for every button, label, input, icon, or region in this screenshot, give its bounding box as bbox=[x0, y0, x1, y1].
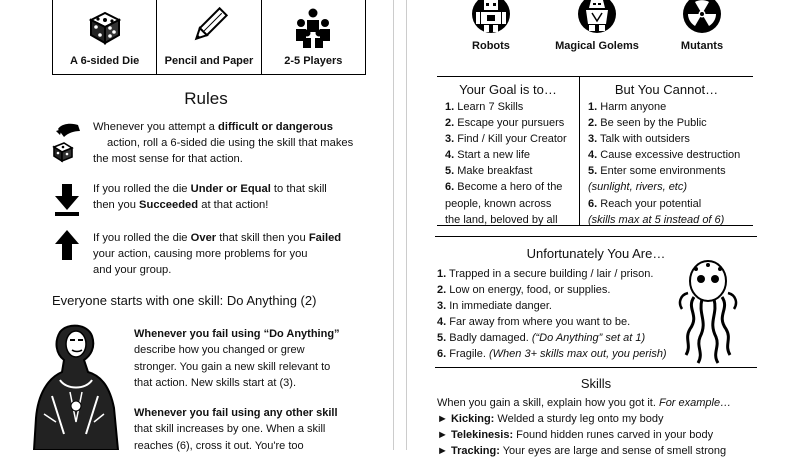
golem-icon bbox=[577, 0, 617, 34]
list-item: 2. Low on energy, food, or supplies. bbox=[437, 284, 611, 296]
rule-2-part: to that skill bbox=[270, 183, 327, 195]
archetype-label: Magical Golems bbox=[555, 40, 639, 52]
list-item: 3. Find / Kill your Creator bbox=[445, 133, 567, 146]
rule-3-part: that skill then you bbox=[216, 232, 309, 244]
list-item: 3. Talk with outsiders bbox=[588, 133, 690, 146]
rule-2-part: If you rolled the die bbox=[93, 183, 191, 195]
arrow-down-icon bbox=[55, 184, 79, 216]
skills-heading: Skills bbox=[580, 376, 612, 391]
rule-3-emphasis: Over bbox=[190, 232, 217, 244]
list-item: 4. Far away from where you want to be. bbox=[437, 316, 631, 328]
dice-icon bbox=[85, 6, 125, 46]
skill-example: ► Tracking: Your eyes are large and sense of smell strong bbox=[437, 445, 727, 458]
players-icon bbox=[291, 6, 335, 50]
arrow-up-icon bbox=[55, 230, 79, 260]
page-edge bbox=[393, 0, 394, 450]
goals-table bbox=[437, 76, 753, 226]
requirement-label: 2-5 Players bbox=[284, 55, 343, 67]
list-item: 1. Harm anyone bbox=[588, 101, 667, 113]
section-rule bbox=[435, 236, 757, 237]
robot-icon bbox=[471, 0, 511, 34]
list-item-continued: people, known across bbox=[445, 197, 552, 210]
right-page bbox=[405, 0, 800, 458]
rule-3-part: If you rolled the die bbox=[93, 232, 191, 244]
octopus-creature-illustration bbox=[678, 259, 738, 369]
skill-example: ► Telekinesis: Found hidden runes carved in your body bbox=[437, 429, 714, 442]
fail-other-skill-heading: Whenever you fail using any other skill bbox=[134, 407, 338, 419]
rules-heading: Rules bbox=[184, 89, 228, 108]
unfortunately-list bbox=[437, 266, 667, 362]
list-item: 2. Be seen by the Public bbox=[588, 117, 707, 130]
goal-list bbox=[445, 99, 567, 228]
list-item-note: (skills max at 5 instead of 6) bbox=[588, 213, 725, 226]
page-gutter bbox=[395, 0, 405, 450]
goal-heading: Your Goal is to… bbox=[459, 82, 557, 97]
rule-2-emphasis: Succeeded bbox=[139, 199, 199, 211]
list-item: 2. Escape your pursuers bbox=[445, 117, 565, 130]
fail-line: reaches (6), cross it out. You're too bbox=[134, 439, 304, 452]
rule-3-line2: your action, causing more problems for you bbox=[93, 248, 308, 260]
fail-other-skill-text bbox=[134, 405, 374, 454]
pencil-icon bbox=[189, 6, 229, 46]
rule-2-part: at that action! bbox=[198, 199, 269, 211]
list-item: 6. Become a hero of the bbox=[445, 181, 563, 194]
rule-1-line2: action, roll a 6-sided die using the skill that makes bbox=[107, 137, 354, 149]
starting-skill-heading: Everyone starts with one skill: Do Anything (2) bbox=[52, 293, 317, 308]
fail-line: stronger. You gain a new skill relevant to bbox=[134, 360, 331, 373]
fail-line: that action. New skills start at (3). bbox=[134, 376, 296, 389]
list-item-note: (sunlight, rivers, etc) bbox=[588, 181, 688, 194]
requirement-pencil bbox=[157, 0, 261, 74]
list-item: 3. In immediate danger. bbox=[437, 300, 552, 312]
fail-do-anything-heading: Whenever you fail using “Do Anything” bbox=[134, 328, 340, 340]
rule-3-emphasis: Failed bbox=[308, 232, 342, 244]
rule-1-part: Whenever you attempt a bbox=[93, 121, 218, 133]
section-rule bbox=[435, 367, 757, 368]
rule-2-text bbox=[93, 181, 373, 213]
cannot-list bbox=[588, 99, 740, 228]
list-item: 5. Make breakfast bbox=[445, 165, 533, 178]
rule-3-line3: and your group. bbox=[93, 264, 172, 276]
requirement-players bbox=[262, 0, 365, 74]
rule-1-line3: the most sense for that action. bbox=[93, 153, 243, 165]
rule-1-emphasis: difficult or dangerous bbox=[218, 121, 333, 133]
requirement-label: A 6-sided Die bbox=[70, 55, 140, 67]
archetype-label: Robots bbox=[472, 40, 510, 52]
list-item: 4. Start a new life bbox=[445, 149, 531, 162]
rule-2-emphasis: Under or Equal bbox=[190, 183, 271, 195]
rule-2-part: then you bbox=[93, 199, 140, 211]
column-divider bbox=[579, 77, 580, 225]
golem-illustration bbox=[30, 322, 120, 450]
list-item: 1. Trapped in a secure building / lair / prison. bbox=[437, 268, 654, 280]
list-item: 5. Enter some environments bbox=[588, 165, 726, 178]
skill-example: ► Kicking: Welded a sturdy leg onto my body bbox=[437, 413, 664, 426]
left-page bbox=[0, 0, 395, 450]
list-item: 4. Cause excessive destruction bbox=[588, 149, 741, 162]
list-item: 6. Fragile. (When 3+ skills max out, you perish) bbox=[437, 348, 667, 360]
archetypes-row bbox=[437, 0, 753, 60]
skills-text bbox=[437, 395, 767, 459]
list-item: 1. Learn 7 Skills bbox=[445, 101, 524, 113]
list-item: 6. Reach your potential bbox=[588, 197, 702, 210]
requirement-label: Pencil and Paper bbox=[164, 55, 254, 67]
unfortunately-heading: Unfortunately You Are… bbox=[526, 246, 666, 261]
fail-line: describe how you changed or grew bbox=[134, 344, 305, 357]
fail-line: that skill increases by one. When a skill bbox=[134, 423, 326, 436]
rolling-die-hand-icon bbox=[50, 121, 82, 163]
skills-intro: When you gain a skill, explain how you got it. For example… bbox=[437, 397, 732, 409]
rule-3-text bbox=[93, 230, 373, 278]
cannot-heading: But You Cannot… bbox=[614, 82, 719, 97]
archetype-label: Mutants bbox=[680, 40, 724, 52]
radiation-icon bbox=[682, 0, 722, 34]
requirements-box bbox=[52, 0, 366, 75]
fail-do-anything-text bbox=[134, 326, 374, 391]
list-item-continued: the land, beloved by all bbox=[445, 213, 558, 226]
list-item: 5. Badly damaged. (“Do Anything” set at 1) bbox=[437, 332, 646, 344]
rule-1-text bbox=[93, 119, 373, 167]
requirement-die bbox=[53, 0, 157, 74]
